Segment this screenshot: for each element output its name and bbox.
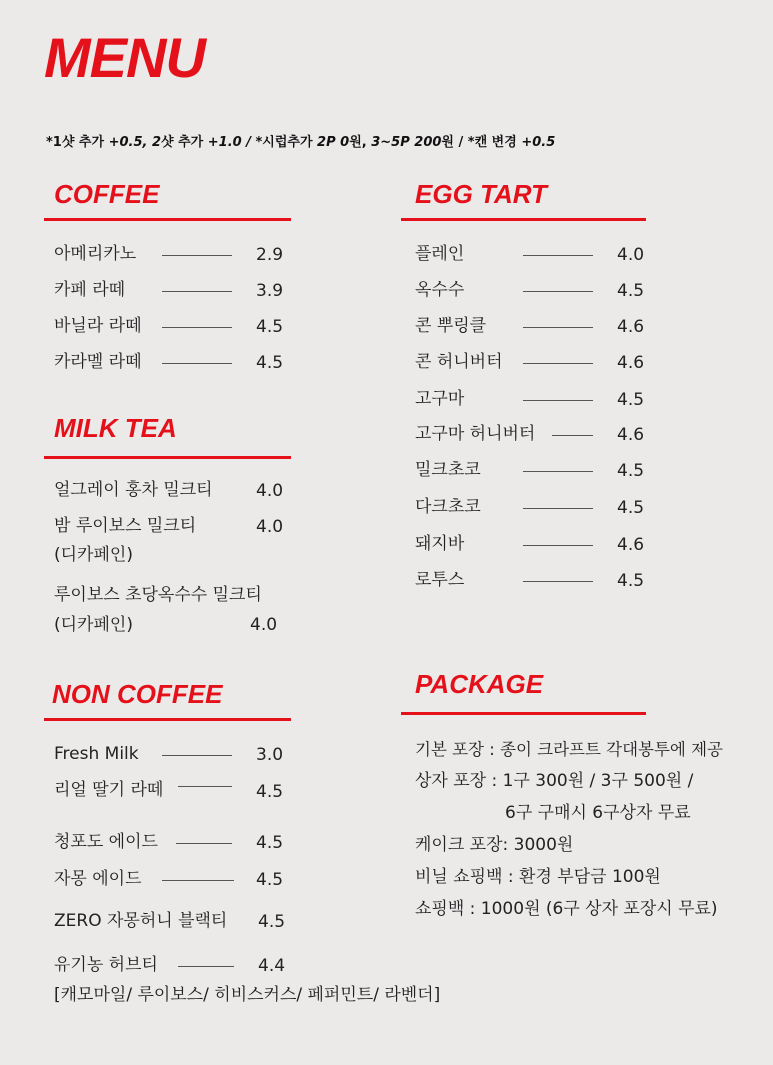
leader-line bbox=[523, 545, 593, 546]
section-title-coffee: COFFEE bbox=[54, 179, 160, 209]
menu-item-name: 유기농 허브티 bbox=[54, 955, 158, 975]
note-part: 원, bbox=[349, 135, 372, 150]
menu-title: MENU bbox=[44, 26, 205, 89]
menu-item-price: 3.9 bbox=[256, 281, 284, 301]
note-part: 시럽추가 bbox=[262, 135, 318, 150]
menu-item-name: 플레인 bbox=[415, 244, 465, 264]
leader-line bbox=[523, 291, 593, 292]
menu-item-price: 4.5 bbox=[256, 353, 284, 373]
options-note bbox=[46, 131, 555, 150]
package-line: 비닐 쇼핑백 : 환경 부담금 100원 bbox=[415, 867, 661, 887]
menu-item-name: 다크초코 bbox=[415, 497, 481, 517]
menu-item-price: 4.0 bbox=[256, 481, 284, 501]
menu-item-name: 청포도 에이드 bbox=[54, 832, 158, 852]
leader-line bbox=[176, 843, 232, 844]
menu-item-price: 4.5 bbox=[258, 912, 286, 932]
menu-item-price: 4.5 bbox=[256, 833, 284, 853]
menu-item-price: 4.0 bbox=[256, 517, 284, 537]
menu-item-price: 4.6 bbox=[617, 353, 645, 373]
menu-item-name: 고구마 허니버터 bbox=[415, 424, 536, 444]
section-rule bbox=[44, 456, 291, 459]
note-part: 샷 추가 bbox=[61, 135, 109, 150]
menu-item-name: 고구마 bbox=[415, 389, 465, 409]
note-part: 원 / * bbox=[441, 135, 475, 150]
menu-item-price: 4.5 bbox=[256, 870, 284, 890]
section-title-package: PACKAGE bbox=[415, 669, 544, 699]
package-line: 케이크 포장: 3000원 bbox=[415, 835, 574, 855]
leader-line bbox=[523, 400, 593, 401]
section-rule bbox=[44, 718, 291, 721]
menu-item-subtext: (디카페인) bbox=[54, 545, 133, 565]
menu-item-price: 4.6 bbox=[617, 425, 645, 445]
herb-options: [캐모마일/ 루이보스/ 히비스커스/ 페퍼민트/ 라벤더] bbox=[54, 985, 441, 1005]
leader-line bbox=[523, 581, 593, 582]
note-part: *1 bbox=[46, 135, 62, 150]
section-rule bbox=[401, 218, 646, 221]
menu-item-name: 바닐라 라떼 bbox=[54, 316, 142, 336]
menu-item-name: 콘 뿌링클 bbox=[415, 316, 487, 336]
menu-item-name: 얼그레이 홍차 밀크티 bbox=[54, 480, 213, 500]
note-part: +0.5, 2 bbox=[108, 135, 162, 150]
leader-line bbox=[162, 363, 232, 364]
menu-item-name: 카페 라떼 bbox=[54, 280, 126, 300]
menu-item-name: 카라멜 라떼 bbox=[54, 352, 142, 372]
menu-item-price: 4.5 bbox=[617, 461, 645, 481]
menu-item-price: 4.0 bbox=[250, 615, 278, 635]
note-part: +0.5 bbox=[521, 135, 556, 150]
note-part: 3~5P 200 bbox=[371, 135, 442, 150]
menu-item-name: 옥수수 bbox=[415, 280, 465, 300]
section-title-egg-tart: EGG TART bbox=[415, 179, 547, 209]
leader-line bbox=[162, 755, 232, 756]
leader-line bbox=[523, 508, 593, 509]
leader-line bbox=[162, 880, 234, 881]
menu-item-price: 4.6 bbox=[617, 535, 645, 555]
section-title-non-coffee: NON COFFEE bbox=[52, 679, 223, 709]
package-line: 쇼핑백 : 1000원 (6구 상자 포장시 무료) bbox=[415, 899, 718, 919]
menu-item-name: 자몽 에이드 bbox=[54, 869, 142, 889]
menu-item-name: 밤 루이보스 밀크티 bbox=[54, 516, 197, 536]
note-part: +1.0 / * bbox=[207, 135, 263, 150]
package-line: 상자 포장 : 1구 300원 / 3구 500원 / bbox=[415, 771, 694, 791]
menu-item-price: 4.5 bbox=[617, 281, 645, 301]
menu-item-name: 루이보스 초당옥수수 밀크티 bbox=[54, 585, 262, 605]
menu-item-price: 4.6 bbox=[617, 317, 645, 337]
section-rule bbox=[44, 218, 291, 221]
menu-item-name: Fresh Milk bbox=[54, 744, 139, 764]
menu-item-price: 4.4 bbox=[258, 956, 286, 976]
menu-item-name: 아메리카노 bbox=[54, 244, 137, 264]
menu-item-price: 4.5 bbox=[256, 782, 284, 802]
menu-item-name: ZERO 자몽허니 블랙티 bbox=[54, 911, 228, 931]
leader-line bbox=[523, 255, 593, 256]
note-part: 2P 0 bbox=[317, 135, 350, 150]
menu-item-price: 4.5 bbox=[256, 317, 284, 337]
menu-item-name: 돼지바 bbox=[415, 534, 465, 554]
section-rule bbox=[401, 712, 646, 715]
package-line: 기본 포장 : 종이 크라프트 각대봉투에 제공 bbox=[415, 740, 723, 759]
menu-item-price: 4.0 bbox=[617, 245, 645, 265]
section-title-milk-tea: MILK TEA bbox=[54, 413, 177, 443]
package-line: 6구 구매시 6구상자 무료 bbox=[505, 803, 691, 823]
menu-item-price: 4.5 bbox=[617, 571, 645, 591]
note-part: 샷 추가 bbox=[161, 135, 208, 150]
leader-line bbox=[162, 291, 232, 292]
leader-line bbox=[523, 363, 593, 364]
note-part: 캔 변경 bbox=[474, 135, 522, 150]
leader-line bbox=[162, 255, 232, 256]
menu-item-price: 2.9 bbox=[256, 245, 284, 265]
menu-item-price: 4.5 bbox=[617, 498, 645, 518]
menu-item-name: 밀크초코 bbox=[415, 460, 481, 480]
menu-item-price: 4.5 bbox=[617, 390, 645, 410]
leader-line bbox=[178, 966, 234, 967]
leader-line bbox=[178, 786, 232, 787]
menu-item-name: 콘 허니버터 bbox=[415, 352, 503, 372]
menu-item-subtext: (디카페인) bbox=[54, 615, 133, 635]
menu-item-price: 3.0 bbox=[256, 745, 284, 765]
leader-line bbox=[523, 471, 593, 472]
leader-line bbox=[162, 327, 232, 328]
menu-item-name: 로투스 bbox=[415, 570, 465, 590]
leader-line bbox=[523, 327, 593, 328]
menu-item-name: 리얼 딸기 라떼 bbox=[54, 780, 164, 800]
leader-line bbox=[552, 435, 593, 436]
